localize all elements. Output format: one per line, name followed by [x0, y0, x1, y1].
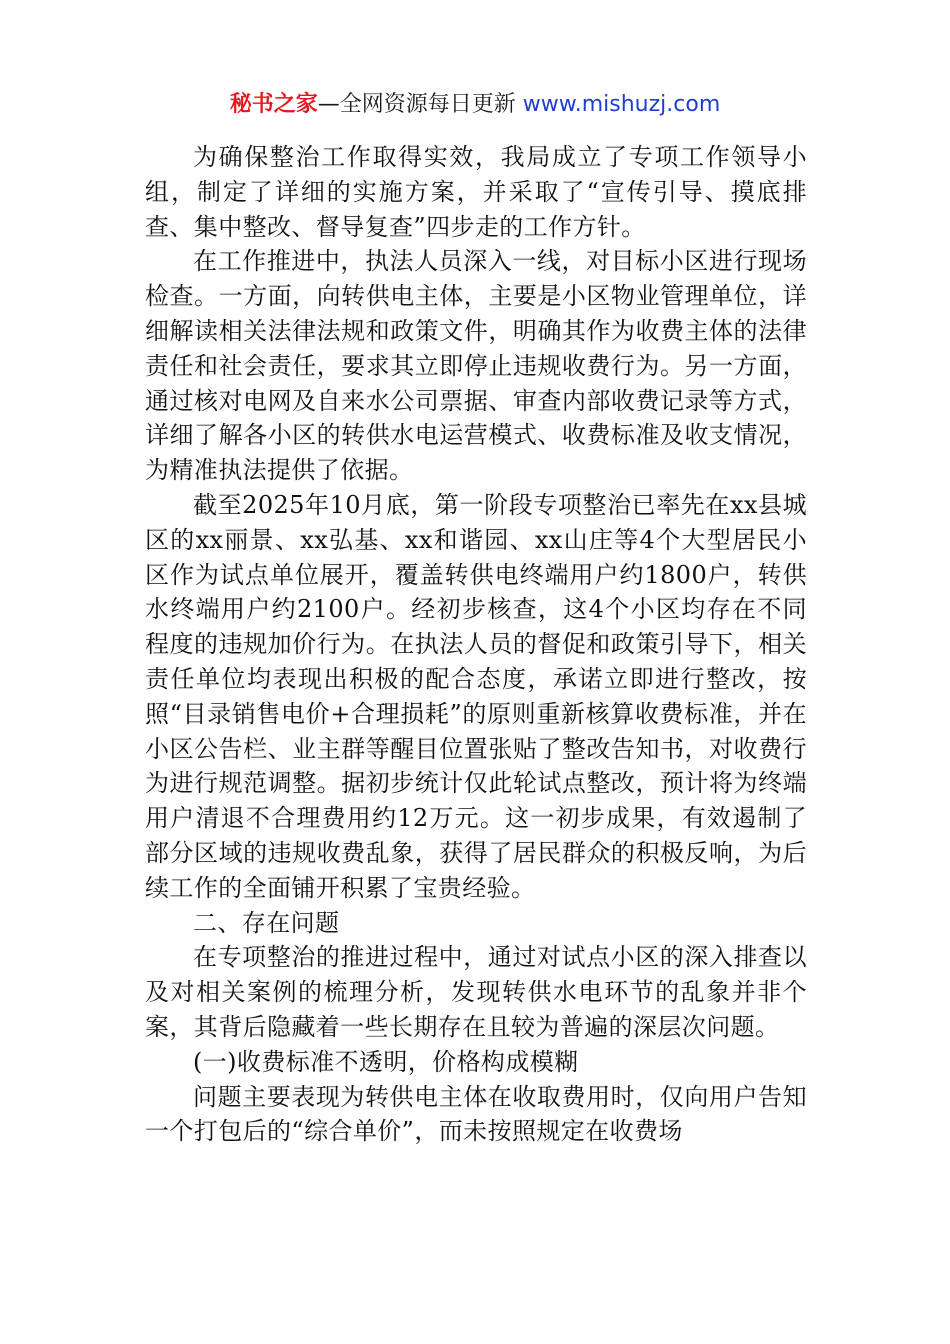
subsection-heading-pricing: (一)收费标准不透明，价格构成模糊 — [193, 1047, 579, 1076]
paragraph-pricing-issue: 问题主要表现为转供电主体在收取费用时，仅向用户告知一个打包后的“综合单价”，而未按照规定在收费场 — [145, 1082, 807, 1146]
header-url-link[interactable]: www.mishuzj.com — [522, 92, 721, 117]
document-body — [145, 140, 807, 1149]
header-brand: 秘书之家 — [229, 92, 318, 117]
paragraph-field-inspection: 在工作推进中，执法人员深入一线，对目标小区进行现场检查。一方面，向转供电主体，主要是小区物业管理单位，详细解读相关法律法规和政策文件，明确其作为收费主体的法律责任和社会责任，要求其立即停止违规收费行为。另一方面，通过核对电网及自来水公司票据、审查内部收费记录等方式，详细了解各小区的转供水电运营模式、收费标准及收支情况，为精准执法提供了依据。 — [145, 247, 807, 485]
page-header — [0, 88, 950, 122]
paragraph-pilot-results: 截至2025年10月底，第一阶段专项整治已率先在xx县城区的xx丽景、xx弘基、xx和谐园、xx山庄等4个大型居民小区作为试点单位展开，覆盖转供电终端用户约1800户，转供水终端用户约2100户。经初步核查，这4个小区均存在不同程度的违规加价行为。在执法人员的督促和政策引导下，相关责任单位均表现出积极的配合态度，承诺立即进行整改，按照“目录销售电价+合理损耗”的原则重新核算收费标准，并在小区公告栏、业主群等醒目位置张贴了整改告知书，对收费行为进行规范调整。据初步统计仅此轮试点整改，预计将为终端用户清退不合理费用约12万元。这一初步成果，有效遏制了部分区域的违规收费乱象，获得了居民群众的积极反响，为后续工作的全面铺开积累了宝贵经验。 — [145, 490, 807, 902]
header-tagline: —全网资源每日更新 — [317, 92, 516, 117]
paragraph-problems-intro: 在专项整治的推进过程中，通过对试点小区的深入排查以及对相关案例的梳理分析，发现转供水电环节的乱象并非个案，其背后隐藏着一些长期存在且较为普遍的深层次问题。 — [145, 943, 807, 1041]
paragraph-leadership-group: 为确保整治工作取得实效，我局成立了专项工作领导小组，制定了详细的实施方案，并采取了“宣传引导、摸底排查、集中整改、督导复查”四步走的工作方针。 — [145, 143, 807, 241]
section-heading-problems: 二、存在问题 — [193, 908, 340, 937]
